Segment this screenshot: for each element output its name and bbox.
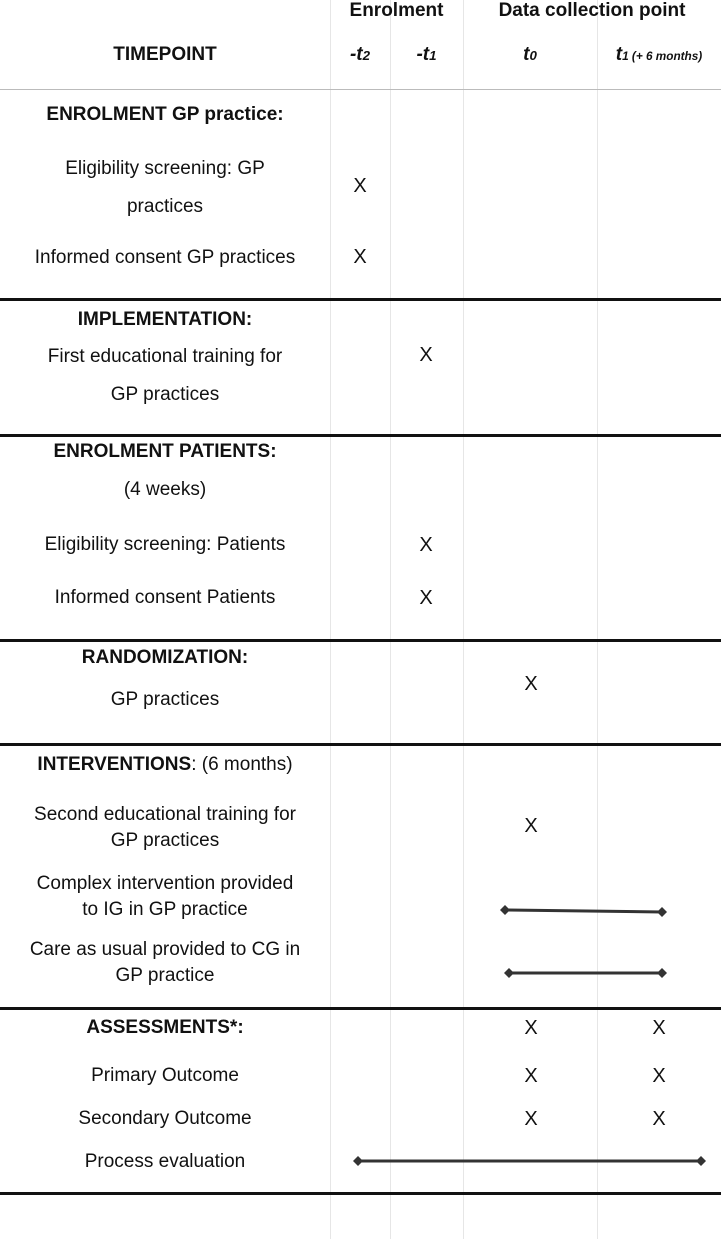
row-label-primary-outcome: Primary Outcome	[91, 1065, 239, 1086]
section-title-randomization: RANDOMIZATION:	[81, 647, 249, 668]
mark-x: X	[524, 1108, 538, 1130]
mark-x: X	[419, 534, 433, 556]
mark-x: X	[652, 1065, 666, 1087]
section-subtitle-duration: (4 weeks)	[123, 479, 207, 500]
section-title-assessments: ASSESSMENTS*:	[86, 1017, 244, 1038]
duration-arrow-care-as-usual	[504, 968, 667, 978]
row-label-consent-patients: Informed consent Patients	[54, 587, 276, 608]
duration-arrow-process-evaluation	[353, 1156, 706, 1166]
timepoint-header: TIMEPOINT	[113, 44, 217, 65]
group-header-data-collection: Data collection point	[498, 0, 686, 21]
col-header-t1: t1 (+ 6 months)	[615, 44, 703, 65]
mark-x: X	[524, 673, 538, 695]
row-label-second-training: Second educational training for GP practices	[34, 804, 296, 851]
section-title-enrolment-gp: ENROLMENT GP practice:	[46, 104, 284, 125]
mark-x: X	[353, 175, 367, 197]
table-bottom-border	[0, 1192, 721, 1195]
row-label-consent-gp: Informed consent GP practices	[34, 247, 296, 268]
mark-x: X	[652, 1108, 666, 1130]
mark-x: X	[524, 1017, 538, 1039]
col-header-t0: t0	[523, 44, 537, 65]
section-title-interventions: INTERVENTIONS: (6 months)	[37, 754, 293, 775]
mark-x: X	[419, 344, 433, 366]
row-label-eligibility-patients: Eligibility screening: Patients	[44, 534, 286, 555]
mark-x: X	[524, 815, 538, 837]
mark-x: X	[419, 587, 433, 609]
mark-x: X	[652, 1017, 666, 1039]
duration-arrow-complex-intervention	[500, 905, 667, 917]
col-header-minus-t1: -t1	[416, 44, 437, 65]
group-header-enrolment: Enrolment	[349, 0, 444, 21]
row-label-care-as-usual: Care as usual provided to CG in GP practice	[29, 939, 301, 986]
row-label-eligibility-gp: Eligibility screening: GP practices	[65, 158, 265, 217]
row-label-first-training: First educational training for GP practices	[47, 346, 283, 405]
row-label-gp-practices: GP practices	[110, 689, 220, 710]
row-label-secondary-outcome: Secondary Outcome	[78, 1108, 252, 1129]
section-title-implementation: IMPLEMENTATION:	[77, 309, 253, 330]
mark-x: X	[353, 246, 367, 268]
row-label-complex-intervention: Complex intervention provided to IG in GP practice	[36, 873, 294, 920]
mark-x: X	[524, 1065, 538, 1087]
row-label-process-evaluation: Process evaluation	[84, 1151, 246, 1172]
section-title-enrolment-patients: ENROLMENT PATIENTS:	[53, 441, 277, 462]
col-header-minus-t2: -t2	[349, 44, 371, 65]
